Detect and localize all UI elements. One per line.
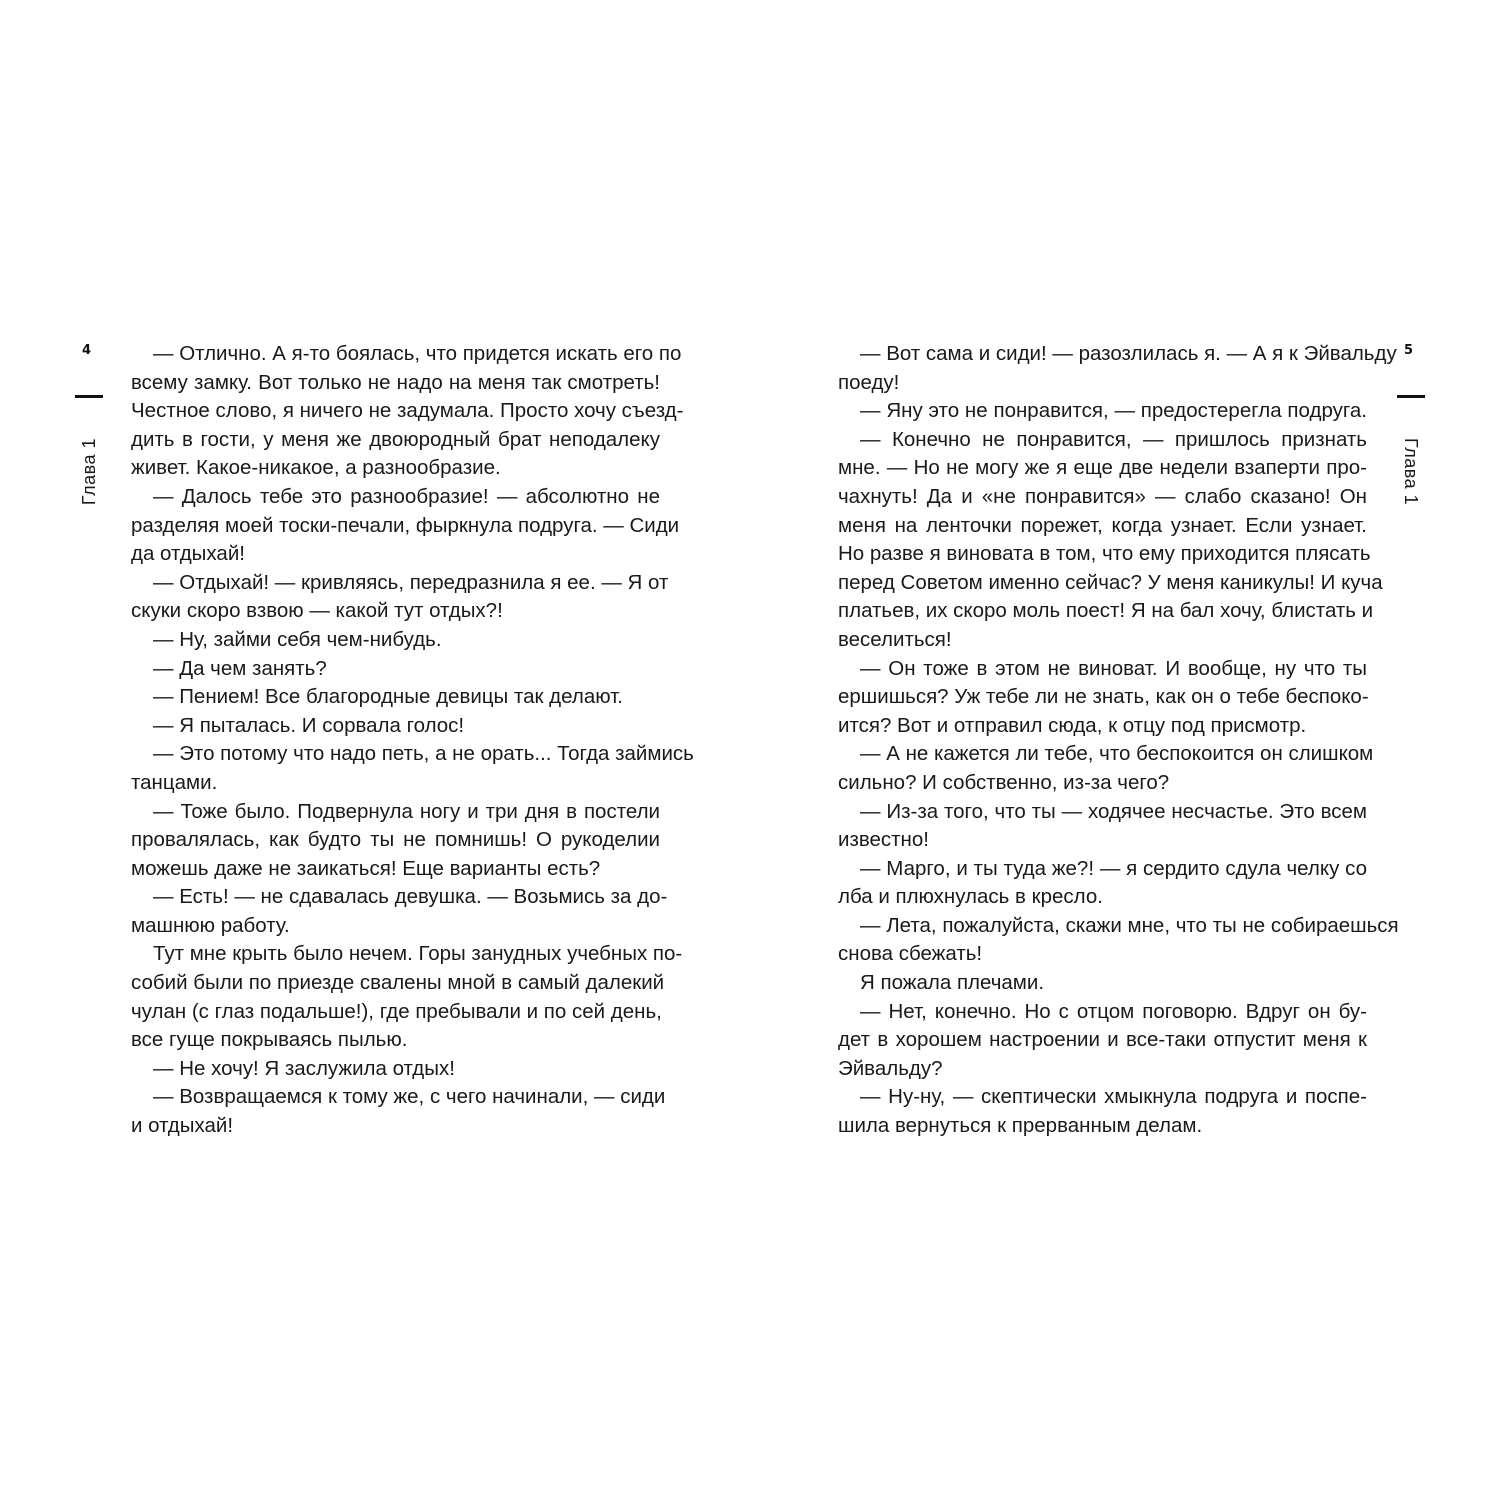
text-line: чахнуть! Да и «не понравится» — слабо сказано! Он (838, 484, 1367, 508)
text-line: — Марго, и ты туда же?! — я сердито сдула челку со (860, 856, 1367, 880)
running-head-right: Глава 1 (1401, 438, 1421, 506)
text-line: — Лета, пожалуйста, скажи мне, что ты не собираешься (860, 913, 1399, 937)
text-line: — Конечно не понравится, — пришлось признать (860, 427, 1367, 451)
text-line: шила вернуться к прерванным делам. (838, 1114, 1203, 1138)
text-line: сильно? И собственно, из-за чего? (838, 770, 1170, 794)
text-line: — Отдыхай! — кривляясь, передразнила я ее. — Я от (153, 570, 669, 594)
text-line: известно! (838, 828, 929, 852)
text-line: собий были по приезде свалены мной в самый далекий (131, 971, 665, 995)
text-line: поеду! (838, 370, 900, 394)
text-line: ится? Вот и отправил сюда, к отцу под присмотр. (838, 713, 1307, 737)
text-line: Но разве я виновата в том, что ему приходится плясать (838, 542, 1371, 566)
text-line: — Отлично. А я-то боялась, что придется искать его по (153, 342, 682, 365)
text-line: — Он тоже в этом не виноват. И вообще, ну что ты (860, 656, 1367, 680)
text-line: — Не хочу! Я заслужила отдых! (153, 1056, 455, 1080)
text-line: — Да чем занять? (153, 656, 327, 680)
text-line: — Я пыталась. И сорвала голос! (153, 713, 465, 737)
text-column-right (838, 340, 1399, 1141)
text-line: живет. Какое-никакое, а разнообразие. (131, 456, 501, 480)
text-line: — Нет, конечно. Но с отцом поговорю. Вдруг он бу- (860, 999, 1367, 1023)
text-line: — Ну, займи себя чем-нибудь. (153, 627, 442, 651)
text-line: — Ну-ну, — скептически хмыкнула подруга и поспе- (860, 1085, 1367, 1109)
text-line: да отдыхай! (131, 542, 245, 566)
text-line: перед Советом именно сейчас? У меня каникулы! И куча (838, 570, 1383, 594)
text-line: — Возвращаемся к тому же, с чего начинали, — сиди (153, 1085, 666, 1109)
text-line: — А не кажется ли тебе, что беспокоится он слишком (860, 742, 1374, 766)
text-line: дет в хорошем настроении и все-таки отпустит меня к (838, 1028, 1367, 1052)
text-line: провалялась, как будто ты не помнишь! О рукоделии (131, 828, 660, 852)
text-line: Я пожала плечами. (860, 971, 1045, 995)
text-line: все гуще покрываясь пылью. (131, 1028, 408, 1052)
text-line: разделяя моей тоски-печали, фыркнула подруга. — Сиди (131, 513, 680, 537)
text-line: меня на ленточки порежет, когда узнает. Если узнает. (838, 513, 1367, 537)
text-line: Честное слово, я ничего не задумала. Просто хочу съезд- (131, 399, 684, 423)
text-line: веселиться! (838, 627, 952, 651)
page-number-right: 5 (1404, 343, 1414, 358)
text-line: дить в гости, у меня же двоюродный брат неподалеку (131, 427, 660, 451)
text-line: — Вот сама и сиди! — разозлилась я. — А я к Эйвальду (860, 342, 1397, 365)
text-line: снова сбежать! (838, 942, 983, 966)
text-line: платьев, их скоро моль поест! Я на бал хочу, блистать и (838, 599, 1374, 623)
text-line: — Яну это не понравится, — предостерегла подруга. (860, 399, 1367, 423)
text-line: ершишься? Уж тебе ли не знать, как он о тебе беспоко- (838, 685, 1369, 709)
text-line: всему замку. Вот только не надо на меня так смотреть! (131, 370, 660, 394)
text-line: лба и плюхнулась в кресло. (838, 885, 1103, 909)
text-line: можешь даже не заикаться! Еще варианты есть? (131, 856, 601, 880)
text-line: — Есть! — не сдавалась девушка. — Возьмись за до- (153, 885, 668, 909)
header-rule-left (75, 395, 103, 398)
text-line: танцами. (131, 770, 218, 794)
text-line: чулан (с глаз подальше!), где пребывали и по сей день, (131, 999, 662, 1023)
page-number-left: 4 (82, 343, 92, 358)
text-line: — Тоже было. Подвернула ногу и три дня в постели (153, 799, 660, 823)
text-line: — Это потому что надо петь, а не орать... Тогда займись (153, 742, 694, 766)
text-line: машнюю работу. (131, 913, 290, 937)
running-head-left: Глава 1 (79, 438, 99, 506)
text-line: и отдыхай! (131, 1114, 234, 1138)
text-line: мне. — Но не могу же я еще две недели взаперти про- (838, 456, 1367, 480)
text-line: Тут мне крыть было нечем. Горы занудных учебных по- (153, 942, 683, 966)
header-rule-right (1397, 395, 1425, 398)
text-line: — Далось тебе это разнообразие! — абсолютно не (153, 484, 660, 508)
text-column-left (131, 340, 694, 1141)
text-line: — Пением! Все благородные девицы так делают. (153, 685, 623, 709)
text-line: Эйвальду? (838, 1056, 943, 1080)
text-line: скуки скоро взвою — какой тут отдых?! (131, 599, 503, 623)
text-line: — Из-за того, что ты — ходячее несчастье. Это всем (860, 799, 1367, 823)
